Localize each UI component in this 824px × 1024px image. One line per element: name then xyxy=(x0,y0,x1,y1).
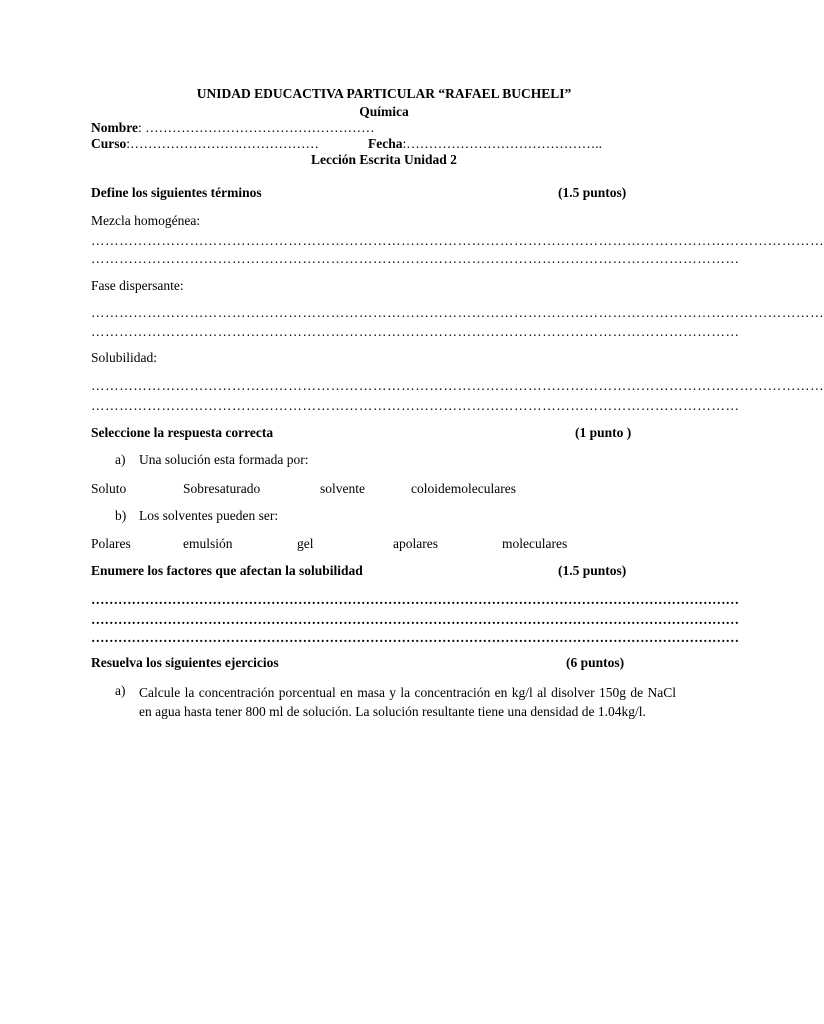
question-label: b) xyxy=(115,508,127,523)
answer-line: ………………………………………………………………………………………………………………………………………… xyxy=(91,378,824,393)
section1-points: (1.5 puntos) xyxy=(558,185,627,200)
answer-line: ……………………………………………………………………………………………………………………………… xyxy=(91,592,739,607)
term-fase: Fase dispersante: xyxy=(91,278,184,293)
question-text: Una solución esta formada por: xyxy=(139,452,309,467)
option-polares: Polares xyxy=(91,536,131,551)
nombre-dots: : …………………………………………… xyxy=(138,120,375,135)
section2-title: Seleccione la respuesta correcta xyxy=(91,425,274,440)
lesson-title: Lección Escrita Unidad 2 xyxy=(311,152,457,167)
nombre-label: Nombre xyxy=(91,120,138,135)
section4-points: (6 puntos) xyxy=(566,655,625,670)
option-emulsion: emulsión xyxy=(183,536,233,551)
answer-line: ………………………………………………………………………………………………………………………………………… xyxy=(91,233,824,248)
fecha-dots: :…………………………………….. xyxy=(402,136,603,151)
answer-line: ………………………………………………………………………………………………………………………………………… xyxy=(91,305,824,320)
nombre-line xyxy=(91,120,375,136)
section4-title: Resuelva los siguientes ejercicios xyxy=(91,655,279,670)
answer-line: ……………………………………………………………………………………………………………………………… xyxy=(91,630,739,645)
term-solubilidad: Solubilidad: xyxy=(91,350,158,365)
question-label: a) xyxy=(115,452,126,467)
option-solvente: solvente xyxy=(320,481,365,496)
section1-title: Define los siguientes términos xyxy=(91,185,262,200)
term-mezcla: Mezcla homogénea: xyxy=(91,213,201,228)
option-sobresaturado: Sobresaturado xyxy=(183,481,261,496)
question-label: a) xyxy=(115,683,126,698)
option-gel: gel xyxy=(297,536,314,551)
question-text: Los solventes pueden ser: xyxy=(139,508,279,523)
curso-label: Curso xyxy=(91,136,127,151)
answer-line: ……………………………………………………………………………………………………………………………… xyxy=(91,612,739,627)
curso-line xyxy=(91,136,319,152)
exercise-text: Calcule la concentración porcentual en masa y la concentración en kg/l al disolver 150g de NaCl en agua hasta tener 800 ml de solución. La solución resultante tiene una densidad de 1.04kg/l. xyxy=(139,685,676,719)
option-coloidemoleculares: coloidemoleculares xyxy=(411,481,516,496)
curso-dots: :…………………………………… xyxy=(126,136,320,151)
subject-title: Química xyxy=(359,104,409,119)
answer-line: ………………………………………………………………………………………………………………………… xyxy=(91,398,740,413)
option-soluto: Soluto xyxy=(91,481,127,496)
school-name: UNIDAD EDUCACTIVA PARTICULAR “RAFAEL BUCHELI” xyxy=(196,86,572,101)
section2-points: (1 punto ) xyxy=(575,425,632,440)
option-apolares: apolares xyxy=(393,536,438,551)
fecha-line xyxy=(368,136,602,152)
answer-line: ………………………………………………………………………………………………………………………… xyxy=(91,251,740,266)
fecha-label: Fecha xyxy=(368,136,403,151)
section3-points: (1.5 puntos) xyxy=(558,563,627,578)
answer-line: ………………………………………………………………………………………………………………………… xyxy=(91,324,740,339)
option-moleculares: moleculares xyxy=(502,536,568,551)
section3-title: Enumere los factores que afectan la solubilidad xyxy=(91,563,363,578)
